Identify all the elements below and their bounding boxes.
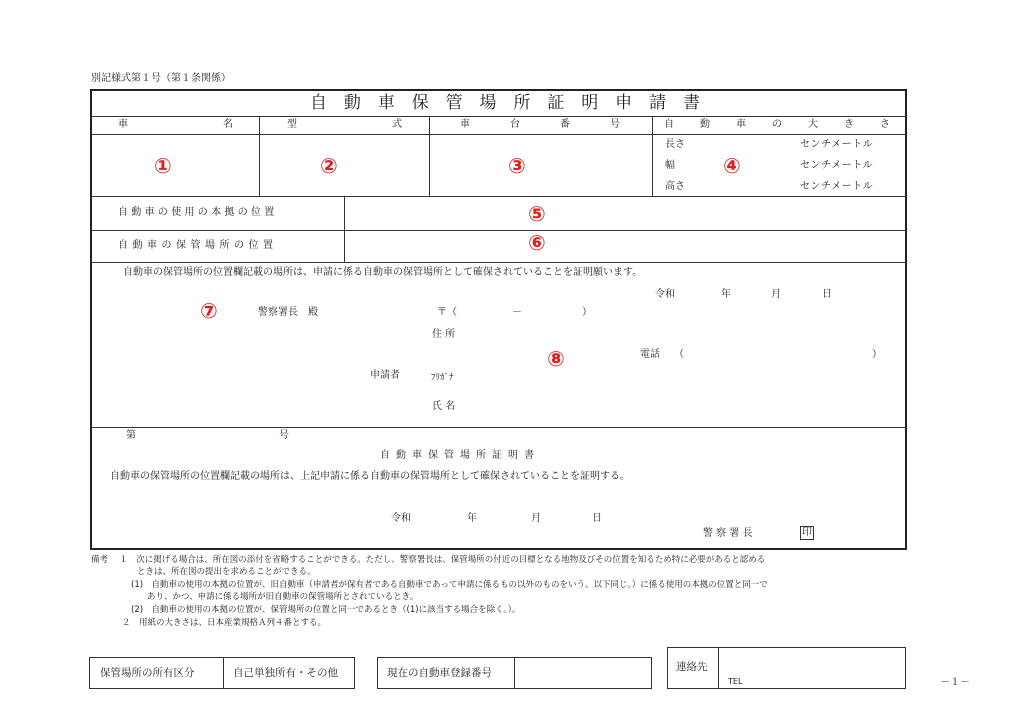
certificate-number-suffix: 号 [279, 430, 289, 441]
cert-date-day: 日 [592, 513, 602, 524]
header-vehicle-size-char: 車 [736, 119, 746, 130]
title-char: 明 [581, 93, 599, 113]
header-vehicle-size-char: き [844, 119, 854, 130]
title-char: 動 [343, 93, 361, 113]
postal-close: ） [582, 307, 592, 318]
title-char: 書 [682, 93, 700, 113]
page-number: －１－ [940, 677, 970, 688]
form-title [310, 93, 700, 113]
seal-mark: 印 [802, 527, 812, 538]
phone-close-paren: ） [872, 349, 882, 360]
header-model-char: 式 [392, 119, 402, 130]
contact-label: 連絡先 [676, 661, 708, 673]
size-length-unit: センチメートル [800, 139, 874, 150]
size-width-label: 幅 [665, 160, 675, 171]
size-height-unit: センチメートル [800, 181, 874, 192]
header-vehicle-size-char: 大 [808, 119, 818, 130]
date-month: 月 [771, 289, 781, 300]
title-char: 場 [479, 93, 497, 113]
title-char: 証 [547, 93, 565, 113]
header-vehicle-name [118, 119, 233, 131]
date-year: 年 [721, 289, 731, 300]
contact-divider [718, 647, 719, 689]
cert-date-month: 月 [531, 513, 541, 524]
remark-line-1: 備考 １ 次に掲げる場合は、所在図の添付を省略することができる。ただし、警察署長は、保管場所の付近の目標となる地物及びその位置を知るため特に必要があると認める [91, 555, 766, 565]
form-reference: 別記様式第１号（第１条関係） [91, 73, 231, 84]
divider-location-labels [344, 196, 345, 262]
certificate-statement: 自動車の保管場所の位置欄記載の場所は、上記申請に係る自動車の保管場所として確保されていることを証明する。 [110, 471, 630, 482]
marker-3: ③ [508, 154, 526, 178]
certificate-number-prefix: 第 [126, 430, 136, 441]
remark-line-6: ２ 用紙の大きさは、日本産業規格Ａ列４番とする。 [122, 618, 327, 628]
size-width-unit: センチメートル [800, 160, 874, 171]
marker-7: ⑦ [200, 299, 218, 323]
header-chassis-number-char: 番 [560, 119, 570, 130]
storage-location-label: 自動車の保管場所の位置 [118, 240, 278, 251]
marker-6: ⑥ [528, 231, 546, 255]
header-chassis-number-char: 台 [510, 119, 520, 130]
header-vehicle-size-char: 動 [700, 119, 710, 130]
rule-below-headers [91, 134, 906, 135]
header-chassis-number [460, 119, 620, 131]
phone-open-paren: （ [674, 349, 684, 360]
title-char: 自 [310, 93, 327, 113]
rule-below-use-base [91, 230, 906, 231]
header-vehicle-size-char: さ [880, 119, 890, 130]
postal-dash: － [512, 307, 522, 318]
divider-name-model [259, 116, 260, 196]
certificate-title: 自動車保管場所証明書 [380, 450, 540, 461]
header-vehicle-size-char: 自 [664, 119, 674, 130]
title-char: 申 [615, 93, 633, 113]
rule-below-title [91, 116, 906, 117]
size-length-label: 長さ [665, 139, 685, 150]
divider-model-chassis [429, 116, 430, 196]
tel-label: TEL [728, 677, 743, 686]
marker-4: ④ [723, 154, 741, 178]
phone-label: 電話 [640, 349, 660, 360]
header-model [287, 119, 402, 131]
title-char: 所 [513, 93, 531, 113]
header-model-char: 型 [287, 119, 297, 130]
header-vehicle-name-char: 名 [223, 119, 233, 130]
rule-below-storage [91, 262, 906, 263]
title-char: 請 [649, 93, 667, 113]
police-addressee: 警察署長 殿 [258, 307, 318, 318]
header-vehicle-size [664, 119, 890, 131]
header-vehicle-name-char: 車 [118, 119, 128, 130]
marker-2: ② [320, 154, 338, 178]
title-char: 車 [377, 93, 395, 113]
cert-date-era: 令和 [391, 513, 411, 524]
request-statement: 自動車の保管場所の位置欄記載の場所は、申請に係る自動車の保管場所として確保されていることを証明願います。 [123, 267, 643, 278]
ownership-value: 自己単独所有・その他 [233, 667, 338, 679]
name-label: 氏 名 [432, 401, 456, 412]
use-base-location-label: 自動車の使用の本拠の位置 [118, 207, 278, 218]
address-label: 住 所 [432, 329, 456, 340]
title-char: 管 [445, 93, 463, 113]
ownership-label: 保管場所の所有区分 [100, 667, 195, 679]
remark-line-5: (2) 自動車の使用の本拠の位置が、保管場所の位置と同一であるとき（(1)に該当する場合を除く。）。 [131, 605, 521, 615]
postal-mark: 〒（ [437, 307, 457, 318]
remark-line-3: (1) 自動車の使用の本拠の位置が、旧自動車（申請者が保有者である自動車であって申請に係るもの以外のものをいう。以下同じ。）に係る使用の本拠の位置と同一で [131, 580, 768, 590]
rule-above-certificate [91, 427, 906, 428]
header-chassis-number-char: 車 [460, 119, 470, 130]
rule-below-vehicle-row [91, 196, 906, 197]
remark-line-4: あり、かつ、申請に係る場所が旧自動車の保管場所とされているとき。 [147, 592, 419, 602]
date-era: 令和 [655, 289, 675, 300]
marker-8: ⑧ [547, 347, 565, 371]
title-char: 保 [411, 93, 429, 113]
applicant-label: 申請者 [370, 370, 400, 381]
marker-1: ① [154, 154, 172, 178]
cert-date-year: 年 [467, 513, 477, 524]
ownership-divider [223, 657, 224, 689]
size-height-label: 高さ [665, 181, 685, 192]
furigana-label: ﾌﾘｶﾞﾅ [431, 373, 454, 383]
divider-chassis-size [652, 116, 653, 196]
header-chassis-number-char: 号 [610, 119, 620, 130]
registration-label: 現在の自動車登録番号 [387, 667, 492, 679]
remark-line-2: ときは、所在図の提出を求めることができる。 [137, 567, 316, 577]
date-day: 日 [822, 289, 832, 300]
header-vehicle-size-char: の [772, 119, 782, 130]
marker-5: ⑤ [528, 202, 546, 226]
registration-divider [514, 657, 515, 689]
police-chief-label: 警 察 署 長 [703, 528, 753, 539]
